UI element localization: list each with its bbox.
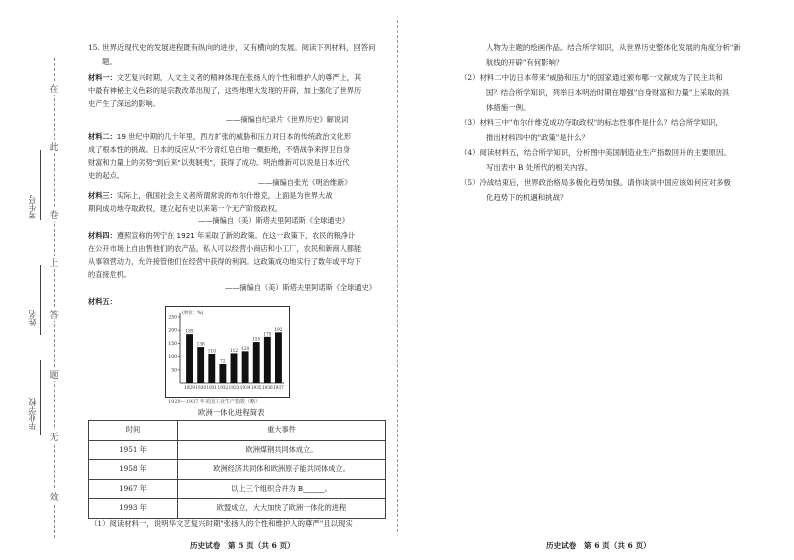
- x-tick-label: 1929: [184, 385, 195, 390]
- field-line-name[interactable]: [40, 265, 41, 335]
- field-line-school[interactable]: [40, 360, 41, 435]
- bar-value-label: 136: [196, 341, 205, 347]
- question-15-line-2: 题。: [102, 57, 117, 66]
- table-cell-year: 1951 年: [89, 440, 178, 460]
- material-3-line-2: 期间成功地夺取政权，建立起有史以来第一个无产阶级政权。: [88, 204, 283, 213]
- material-3-label: 材料三：: [88, 191, 117, 200]
- binding-margin-char: 题: [47, 368, 61, 381]
- y-axis-label: (单位：%): [182, 311, 204, 316]
- material-2-line-4: 史的起点。: [88, 171, 124, 180]
- chart-bar: [186, 334, 193, 383]
- bar-value-label: 110: [207, 348, 216, 354]
- table-header-event: 重大事件: [178, 421, 386, 441]
- material-4-line-4: 的直接危机。: [88, 270, 132, 279]
- integration-table: [88, 420, 386, 519]
- binding-line: [54, 58, 55, 538]
- x-tick-label: 1934: [239, 385, 251, 390]
- left-page-footer: 历史试卷 第 5 页（共 6 页）: [190, 541, 295, 550]
- table-row: [89, 440, 386, 460]
- material-4-line-3: 从事领营动力，允许接管他们在经营中获得的利润。这政策成功地实行了数年或平均下: [88, 257, 362, 266]
- binding-margin-char: 无: [47, 430, 61, 443]
- table-cell-event: 欧洲煤钢共同体成立。: [178, 440, 386, 460]
- material-2-source: ——摘编自张光《明治维新》: [258, 178, 352, 187]
- right-question-line: （5）冷战结束后，世界政治格局多极化趋势加强。请你谈谈中国应该如何应对多极: [460, 178, 731, 187]
- chart-caption: 1929—1937 年美国工业生产指数（略）: [168, 399, 261, 405]
- material-2-line-1: 材料二：19 世纪中期的几十年里，西方扩张的威胁和压力对日本的传统政治文化形: [88, 132, 352, 141]
- table-cell-year: 1958 年: [89, 460, 178, 480]
- chart-bar: [197, 347, 204, 383]
- bar-value-label: 192: [274, 326, 283, 332]
- table-row: [89, 499, 386, 519]
- right-question-line: 体措施一例。: [486, 103, 531, 112]
- table-cell-event: 欧洲经济共同体和欧洲原子能共同体成立。: [178, 460, 386, 480]
- chart-bar: [275, 332, 282, 383]
- y-tick-label: 100: [168, 355, 177, 361]
- material-2-line-3: 财富和力量上的劣势"到后来"以夷制夷"，获得了成功。明治维新可以说是日本近代: [88, 158, 350, 167]
- material-1-line-1: 材料一：文艺复兴时期，人文主义者的精神体现在张扬人的个性和维护人的尊严上，其: [88, 73, 362, 82]
- material-4-line-1: 材料四：遵照宣称的列宁在 1921 年采取了新的政策。在这一政策下，农民的粮净计: [88, 231, 356, 240]
- chart-bar: [208, 354, 215, 383]
- right-question-line: （4）阅读材料五，结合所学知识，分析图中美国制造业生产指数回升的主要原因。: [460, 148, 731, 157]
- bar-value-label: 112: [230, 347, 238, 353]
- table-row: [89, 479, 386, 499]
- bar-value-label: 120: [241, 345, 250, 351]
- material-4-source: ——摘编自（美）斯塔夫里阿诺斯《全球通史》: [225, 283, 376, 292]
- field-line-candidate-number[interactable]: [40, 150, 41, 220]
- table-header-time: 时间: [89, 421, 178, 441]
- right-question-line: 航线的开辟"有何影响？: [486, 58, 564, 67]
- material-3-source: ——摘编自（美）斯塔夫里阿诺斯《全球通史》: [198, 216, 349, 225]
- x-tick-label: 1937: [273, 385, 284, 390]
- y-tick-label: 150: [168, 341, 177, 347]
- binding-margin-char: 效: [47, 490, 61, 503]
- bar-value-label: 175: [263, 331, 272, 337]
- table-title: 欧洲一体化进程简表: [198, 408, 265, 417]
- chart-bar: [253, 342, 260, 383]
- material-4-label: 材料四：: [88, 231, 117, 240]
- table-cell-year: 1967 年: [89, 479, 178, 499]
- right-question-line: （2）材料二中访日本带来"威胁和压力"的国家通过颁布哪一文献成为了民主共和: [460, 73, 723, 82]
- right-question-line: 推出材料四中的"政策"是什么？: [486, 133, 589, 142]
- y-tick-label: 50: [171, 368, 177, 374]
- table-row: [89, 460, 386, 480]
- chart-bar: [219, 364, 226, 383]
- field-label-name: 姓名: [28, 310, 37, 326]
- material-2-line-2: 成了根本性的挑战。日本的反应从"不分青红皂白地一概拒绝，不惜战争来捍卫自身: [88, 145, 351, 154]
- right-question-line: 国？结合所学知识，列举日本明治时期在增强"自身财富和力量"上采取的具: [486, 88, 730, 97]
- bar-value-label: 185: [185, 328, 194, 334]
- x-tick-label: 1930: [195, 385, 207, 390]
- right-page: [398, 0, 794, 560]
- right-question-line: 写出表中 B 处所代的相关内容。: [486, 163, 593, 172]
- bar-chart-svg: [166, 307, 289, 397]
- x-tick-label: 1936: [261, 385, 273, 390]
- field-label-school: 毕业学校: [28, 398, 37, 430]
- bar-value-label: 155: [252, 336, 261, 342]
- x-tick-label: 1932: [217, 385, 229, 390]
- right-question-line: 人物为主题的绘画作品。结合所学知识，从世界历史整体化发展的角度分析"新: [486, 43, 741, 52]
- chart-bar: [242, 351, 249, 383]
- y-tick-label: 200: [168, 328, 177, 334]
- y-tick-label: 250: [168, 315, 177, 321]
- material-2-label: 材料二：: [88, 132, 117, 141]
- material-1-line-3: 史产生了深远的影响。: [88, 99, 160, 108]
- table-cell-event: 以上三个组织合并为 B______。: [178, 479, 386, 499]
- x-tick-label: 1931: [206, 385, 218, 390]
- material-3-line-1: 材料三：实际上，俄国社会主义者所谓常说的布尔什维克，上面是为世界大战: [88, 191, 333, 200]
- table-cell-year: 1993 年: [89, 499, 178, 519]
- x-tick-label: 1935: [250, 385, 262, 390]
- x-tick-label: 1933: [228, 385, 240, 390]
- material-5-label: 材料五：: [88, 297, 117, 306]
- binding-margin-char: 答: [47, 308, 61, 321]
- binding-margin-char: 上: [47, 256, 61, 269]
- field-label-candidate-number: 考生号: [28, 195, 37, 219]
- production-index-chart: [165, 306, 290, 398]
- binding-margin-char: 卷: [47, 208, 61, 221]
- binding-margin-char: 此: [47, 140, 61, 153]
- binding-margin-char: 在: [47, 82, 61, 95]
- material-1-line-2: 中最有神秘主义色彩的是宗教改革出现了，这些地理大发现的开辟，加上强化了世界历: [88, 86, 362, 95]
- question-15-line-1: 15. 世界近现代史的发展进程既有纵向的进步，又有横向的发展。阅读下列材料，回答问: [88, 43, 376, 52]
- chart-bar: [264, 337, 271, 383]
- right-question-line: （3）材料三中"布尔什维克成功夺取政权"的标志性事件是什么？结合所学知识，: [460, 118, 723, 127]
- material-1-label: 材料一：: [88, 73, 117, 82]
- table-cell-event: 欧盟成立，大大加快了欧洲一体化的进程: [178, 499, 386, 519]
- table-header-row: [89, 421, 386, 441]
- chart-bar: [231, 353, 238, 383]
- material-4-line-2: 在公开市场上自由售他们的农产品，私人可以经营小商店和小工厂，农民和新商人都能: [88, 244, 362, 253]
- right-page-footer: 历史试卷 第 6 页（共 6 页）: [546, 541, 651, 550]
- bar-value-label: 72: [220, 358, 226, 364]
- right-question-line: 化趋势下的机遇和挑战？: [486, 193, 568, 202]
- sub-question-1: （1）阅读材料一，说明华文艺复兴时期"张扬人的个性和维护人的尊严"且以现实: [90, 519, 353, 528]
- material-1-source: ——摘编自纪录片《世界历史》解说词: [226, 115, 349, 124]
